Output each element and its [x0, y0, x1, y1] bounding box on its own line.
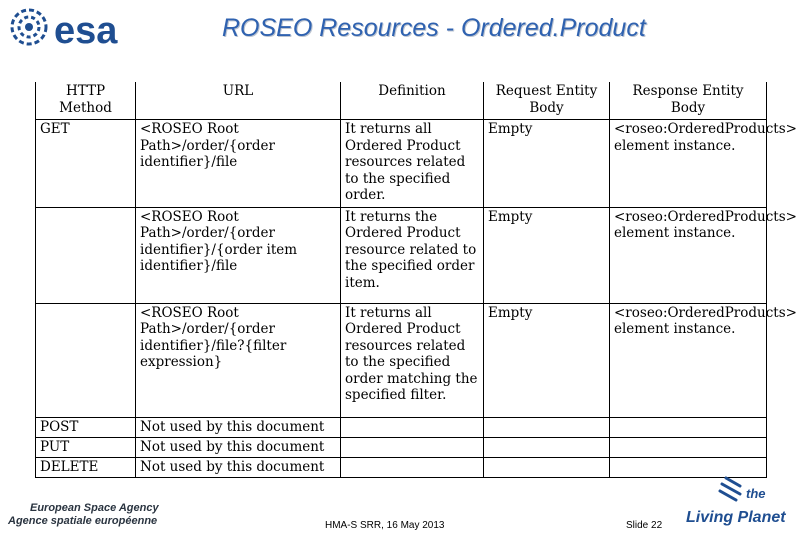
cell-method: GET: [36, 120, 136, 208]
cell-url: Not used by this document: [136, 457, 341, 477]
cell-method: PUT: [36, 437, 136, 457]
cell-request: Empty: [484, 303, 610, 417]
col-header-url: URL: [136, 82, 341, 120]
table-row: [36, 437, 767, 457]
col-header-request: Request Entity Body: [484, 82, 610, 120]
table-row: [36, 120, 767, 208]
page-title: ROSEO Resources - Ordered.Product: [222, 14, 646, 42]
living-planet-logo-icon: [684, 470, 786, 528]
table-row: [36, 207, 767, 303]
col-header-method: HTTP Method: [36, 82, 136, 120]
esa-logo-text: esa: [54, 10, 118, 52]
brand-name: Living Planet: [686, 509, 786, 526]
agency-name-fr: Agence spatiale européenne: [8, 515, 158, 527]
cell-url: <ROSEO Root Path>/order/{order identifier}/file?{filter expression}: [136, 303, 341, 417]
cell-response: [610, 417, 767, 437]
cell-request: [484, 457, 610, 477]
cell-url: Not used by this document: [136, 437, 341, 457]
cell-response: <roseo:OrderedProducts> element instance.: [610, 120, 767, 208]
cell-definition: It returns the Ordered Product resource related to the specified order item.: [341, 207, 484, 303]
agency-name-en: European Space Agency: [30, 502, 159, 514]
table-row: [36, 303, 767, 417]
cell-url: <ROSEO Root Path>/order/{order identifier}/{order item identifier}/file: [136, 207, 341, 303]
cell-response: <roseo:OrderedProducts> element instance.: [610, 207, 767, 303]
cell-method: [36, 207, 136, 303]
table-row: [36, 457, 767, 477]
cell-response: <roseo:OrderedProducts> element instance.: [610, 303, 767, 417]
slide-number: Slide 22: [626, 520, 663, 531]
brand-the: the: [746, 486, 766, 501]
table-header-row: [36, 82, 767, 120]
esa-logo-icon: [6, 4, 146, 50]
cell-definition: [341, 457, 484, 477]
cell-definition: [341, 437, 484, 457]
cell-method: [36, 303, 136, 417]
cell-url: <ROSEO Root Path>/order/{order identifier}/file: [136, 120, 341, 208]
cell-request: [484, 417, 610, 437]
cell-method: DELETE: [36, 457, 136, 477]
col-header-definition: Definition: [341, 82, 484, 120]
cell-request: Empty: [484, 120, 610, 208]
resources-table: [35, 82, 797, 478]
cell-definition: [341, 417, 484, 437]
cell-url: Not used by this document: [136, 417, 341, 437]
cell-method: POST: [36, 417, 136, 437]
cell-definition: It returns all Ordered Product resources related to the specified order matching the specified filter.: [341, 303, 484, 417]
col-header-response: Response Entity Body: [610, 82, 767, 120]
cell-definition: It returns all Ordered Product resources related to the specified order.: [341, 120, 484, 208]
cell-request: [484, 437, 610, 457]
table-row: [36, 417, 767, 437]
cell-request: Empty: [484, 207, 610, 303]
agency-name: [8, 502, 159, 528]
cell-response: [610, 437, 767, 457]
footer-event: HMA-S SRR, 16 May 2013: [325, 520, 445, 531]
